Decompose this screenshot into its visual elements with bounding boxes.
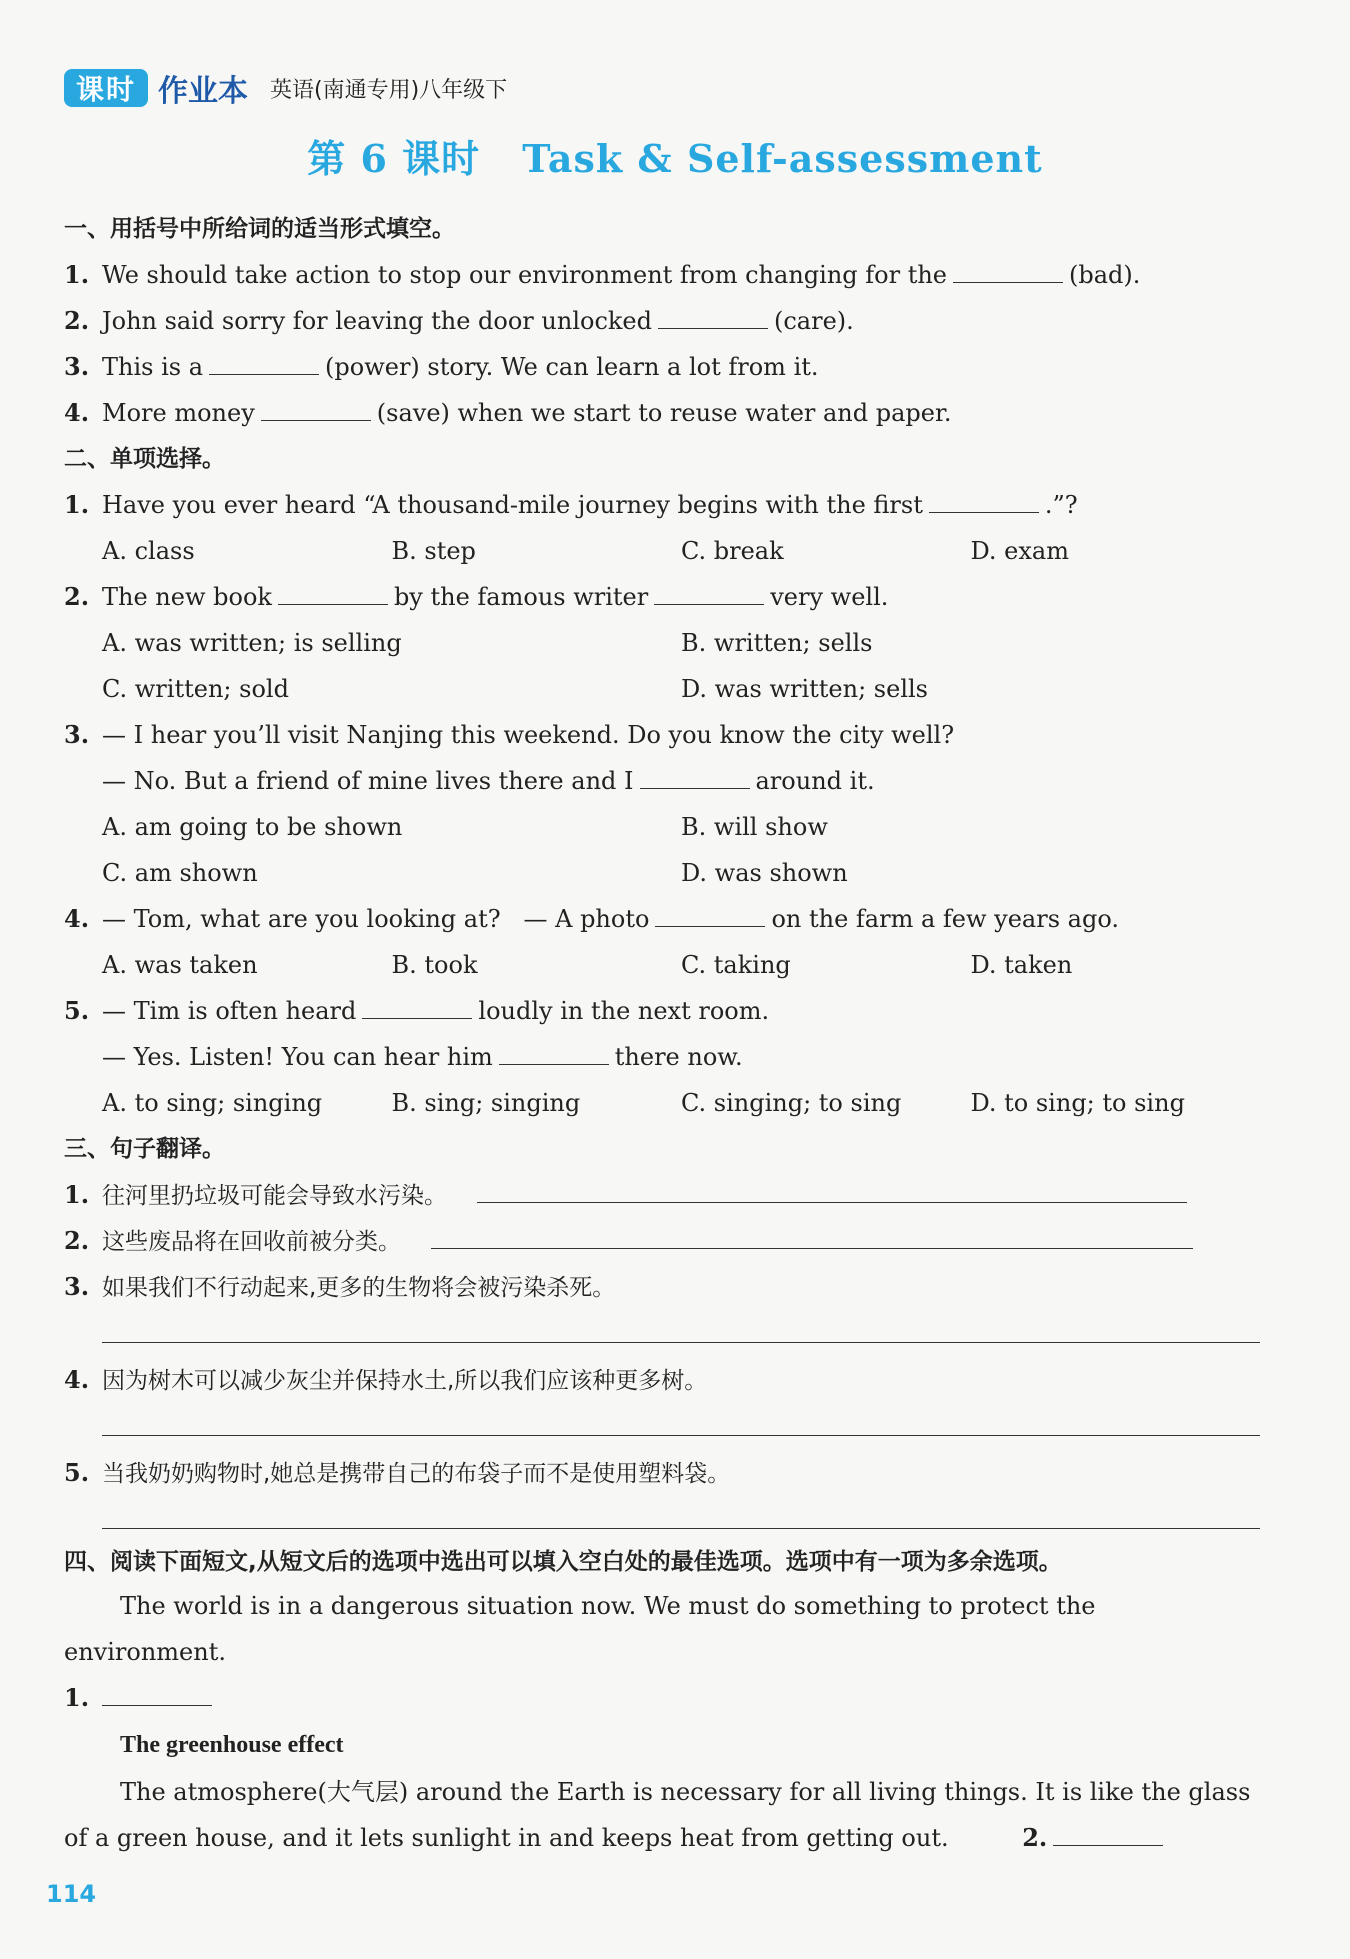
passage-subheading: The greenhouse effect	[120, 1732, 344, 1758]
question-row	[64, 758, 1260, 804]
option[interactable]: C. break	[681, 537, 784, 565]
exercise-content	[64, 206, 1260, 1861]
chinese-sentence: 因为树木可以减少灰尘并保持水土,所以我们应该种更多树。	[102, 1368, 708, 1394]
option[interactable]: A. was taken	[102, 951, 258, 979]
question-text: John said sorry for leaving the door unlocked	[102, 307, 652, 335]
question-number: 2.	[64, 1226, 90, 1255]
question-text: there now.	[614, 1043, 743, 1071]
question-text: — Yes. Listen! You can hear him	[102, 1043, 493, 1071]
answer-blank[interactable]	[929, 486, 1039, 513]
question-text: (power) story. We can learn a lot from it.	[325, 353, 819, 381]
answer-line[interactable]	[102, 1310, 1260, 1343]
translation-row	[64, 1218, 1260, 1264]
workbook-logo: 课时	[64, 69, 148, 107]
question-number: 2.	[64, 582, 90, 611]
translation-row	[64, 1450, 1260, 1496]
answer-blank[interactable]	[362, 992, 472, 1019]
question-text: The new book	[102, 583, 272, 611]
chinese-sentence: 往河里扔垃圾可能会导致水污染。	[102, 1183, 447, 1209]
option[interactable]: A. to sing; singing	[102, 1089, 323, 1117]
page-number: 114	[46, 1880, 97, 1908]
passage-paragraph	[64, 1769, 1260, 1861]
answer-blank[interactable]	[278, 578, 388, 605]
question-text: — Tom, what are you looking at? — A photo	[102, 905, 650, 933]
answer-blank[interactable]	[261, 394, 371, 421]
question-number: 4.	[64, 904, 90, 933]
answer-blank[interactable]	[654, 578, 764, 605]
option[interactable]: B. took	[391, 951, 478, 979]
chinese-sentence: 当我奶奶购物时,她总是携带自己的布袋子而不是使用塑料袋。	[102, 1461, 731, 1487]
question-text: — I hear you’ll visit Nanjing this weekend. Do you know the city well?	[102, 721, 955, 749]
answer-line[interactable]	[477, 1172, 1187, 1203]
question-number: 5.	[64, 996, 90, 1025]
question-text: — Tim is often heard	[102, 997, 357, 1025]
question-number: 4.	[64, 1365, 90, 1394]
option[interactable]: D. to sing; to sing	[970, 1089, 1185, 1117]
passage-intro: The world is in a dangerous situation now. We must do something to protect the environment.	[64, 1592, 1096, 1666]
options-row	[64, 804, 1260, 850]
question-number: 4.	[64, 398, 90, 427]
answer-blank[interactable]	[655, 900, 765, 927]
question-text: loudly in the next room.	[478, 997, 770, 1025]
option[interactable]: C. taking	[681, 951, 791, 979]
option[interactable]: A. am going to be shown	[102, 813, 403, 841]
translation-row	[64, 1264, 1260, 1310]
question-number: 2.	[1022, 1823, 1048, 1852]
answer-line[interactable]	[431, 1218, 1193, 1249]
workbook-name: 作业本	[158, 74, 249, 109]
question-number: 3.	[64, 1272, 90, 1301]
question-text: More money	[102, 399, 255, 427]
options-row	[64, 620, 1260, 666]
translation-row	[64, 1172, 1260, 1218]
answer-line[interactable]	[102, 1496, 1260, 1529]
options-row	[64, 528, 1260, 574]
answer-blank[interactable]	[658, 302, 768, 329]
question-text: This is a	[102, 353, 204, 381]
question-number: 1.	[64, 1180, 90, 1209]
answer-blank[interactable]	[640, 762, 750, 789]
passage-blank-row	[64, 1675, 1260, 1721]
passage-text: The atmosphere(大气层) around the Earth is necessary for all living things. It is like the glass of a green house, and it lets sunlight in and keeps heat from getting out.	[64, 1778, 1251, 1852]
translation-row	[64, 1357, 1260, 1403]
options-row	[64, 942, 1260, 988]
question-row	[64, 482, 1260, 528]
header-brand	[64, 66, 507, 110]
question-row	[64, 1034, 1260, 1080]
question-text: on the farm a few years ago.	[771, 905, 1119, 933]
section-heading: 一、用括号中所给词的适当形式填空。	[64, 216, 455, 242]
answer-blank[interactable]	[102, 1679, 212, 1706]
question-text: (bad).	[1069, 261, 1141, 289]
question-row	[64, 390, 1260, 436]
lesson-title	[0, 128, 1350, 183]
question-number: 1.	[64, 260, 90, 289]
question-row	[64, 252, 1260, 298]
chinese-sentence: 如果我们不行动起来,更多的生物将会被污染杀死。	[102, 1275, 616, 1301]
question-number: 5.	[64, 1458, 90, 1487]
question-number: 3.	[64, 352, 90, 381]
lesson-number: 第 6 课时	[307, 136, 481, 181]
question-text: by the famous writer	[393, 583, 649, 611]
option[interactable]: D. was written; sells	[681, 675, 928, 703]
answer-blank[interactable]	[1053, 1819, 1163, 1846]
answer-blank[interactable]	[209, 348, 319, 375]
option[interactable]: D. exam	[970, 537, 1069, 565]
question-text: Have you ever heard “A thousand-mile journey begins with the first	[102, 491, 923, 519]
question-text: around it.	[755, 767, 875, 795]
question-text: (care).	[774, 307, 854, 335]
option[interactable]: C. am shown	[102, 859, 258, 887]
question-number: 2.	[64, 306, 90, 335]
subject-label: 英语(南通专用)八年级下	[270, 77, 508, 103]
question-row	[64, 988, 1260, 1034]
options-row	[64, 850, 1260, 896]
answer-blank[interactable]	[499, 1038, 609, 1065]
options-row	[64, 1080, 1260, 1126]
lesson-topic: Task & Self-assessment	[522, 136, 1043, 181]
question-row	[64, 298, 1260, 344]
option[interactable]: B. sing; singing	[391, 1089, 581, 1117]
answer-line[interactable]	[102, 1403, 1260, 1436]
chinese-sentence: 这些废品将在回收前被分类。	[102, 1229, 401, 1255]
question-row	[64, 574, 1260, 620]
question-number: 1.	[64, 1683, 90, 1712]
section-heading: 四、阅读下面短文,从短文后的选项中选出可以填入空白处的最佳选项。选项中有一项为多余选项。	[64, 1549, 1062, 1575]
answer-blank[interactable]	[953, 256, 1063, 283]
question-row	[64, 344, 1260, 390]
section-heading: 二、单项选择。	[64, 446, 225, 472]
question-number: 3.	[64, 720, 90, 749]
question-text: We should take action to stop our environment from changing for the	[102, 261, 948, 289]
option[interactable]: C. written; sold	[102, 675, 289, 703]
section-heading: 三、句子翻译。	[64, 1136, 225, 1162]
option[interactable]: A. was written; is selling	[102, 629, 402, 657]
question-number: 1.	[64, 490, 90, 519]
question-text: (save) when we start to reuse water and paper.	[376, 399, 952, 427]
option[interactable]: B. written; sells	[681, 629, 873, 657]
question-row	[64, 712, 1260, 758]
question-row	[64, 896, 1260, 942]
option[interactable]: A. class	[102, 537, 195, 565]
option[interactable]: B. will show	[681, 813, 828, 841]
option[interactable]: D. taken	[970, 951, 1073, 979]
options-row	[64, 666, 1260, 712]
question-text: .”?	[1044, 491, 1078, 519]
option[interactable]: B. step	[391, 537, 476, 565]
option[interactable]: C. singing; to sing	[681, 1089, 902, 1117]
question-text: — No. But a friend of mine lives there and I	[102, 767, 634, 795]
question-text: very well.	[770, 583, 889, 611]
option[interactable]: D. was shown	[681, 859, 848, 887]
